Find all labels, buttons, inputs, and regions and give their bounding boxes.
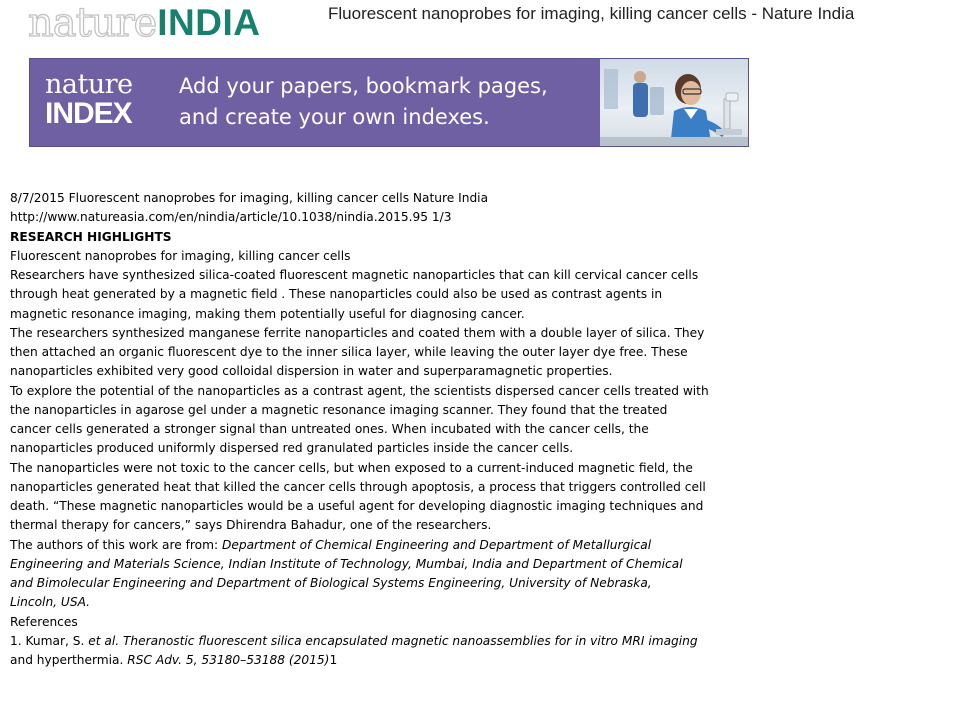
- paragraph-1-line: through heat generated by a magnetic field . These nanoparticles could also be used as contrast agents in: [10, 287, 663, 302]
- paragraph-4-line: thermal therapy for cancers,” says Dhirendra Bahadur, one of the researchers.: [10, 518, 492, 533]
- banner-line-1: Add your papers, bookmark pages,: [179, 74, 548, 98]
- logo-nature-wordmark: nature: [28, 0, 157, 46]
- article-title: Fluorescent nanoprobes for imaging, killing cancer cells: [10, 248, 351, 263]
- authors-affiliation: Department of Chemical Engineering and Department of Metallurgical: [221, 537, 652, 552]
- reference-journal: RSC Adv. 5, 53180–53188 (2015): [127, 653, 330, 667]
- paragraph-4-line: nanoparticles generated heat that killed the cancer cells through apoptosis, a process that triggers controlled cell: [10, 479, 706, 494]
- paragraph-4-line: death. “These magnetic nanoparticles would be a useful agent for developing diagnostic imaging techniques and: [10, 499, 704, 513]
- banner-line-2: and create your own indexes.: [179, 105, 490, 129]
- reference-etal: et al.: [88, 633, 120, 648]
- authors-line: [10, 536, 770, 555]
- reference-title-end: and hyperthermia.: [10, 653, 128, 667]
- paragraph-2-line: nanoparticles exhibited very good colloidal dispersion in water and superparamagnetic properties.: [10, 364, 613, 379]
- nature-index-logo-bottom: INDEX: [45, 97, 132, 130]
- scientist-microscope-photo: [600, 59, 749, 147]
- page-title: Fluorescent nanoprobes for imaging, killing cancer cells - Nature India: [328, 4, 855, 23]
- reference-title: Theranostic fluorescent silica encapsulated magnetic nanoassemblies for in vitro MRI imaging: [119, 633, 698, 648]
- meta-url-line: http://www.natureasia.com/en/nindia/article/10.1038/nindia.2015.95 1/3: [10, 210, 452, 225]
- nature-india-logo[interactable]: [28, 0, 260, 46]
- lab-photo-illustration: [600, 59, 749, 147]
- authors-affiliation-line: Engineering and Materials Science, Indian Institute of Technology, Mumbai, India and Department of Chemical: [10, 556, 683, 571]
- section-label: RESEARCH HIGHLIGHTS: [10, 229, 172, 244]
- article-body: [10, 189, 770, 670]
- nature-index-logo-top: nature: [45, 69, 133, 100]
- references-heading: References: [10, 614, 78, 629]
- reference-1: [10, 632, 770, 651]
- reference-1-continued: [10, 651, 770, 670]
- paragraph-3-line: cancer cells generated a stronger signal than untreated ones. When incubated with the cancer cells, the: [10, 422, 649, 436]
- banner-tagline: [179, 71, 599, 133]
- paragraph-1-line: Researchers have synthesized silica-coated fluorescent magnetic nanoparticles that can kill cervical cancer cells: [10, 268, 699, 282]
- nature-index-logo: [45, 71, 140, 135]
- logo-india-wordmark: INDIA: [157, 2, 261, 43]
- paragraph-3-line: the nanoparticles in agarose gel under a magnetic resonance imaging scanner. They found that the treated: [10, 402, 668, 417]
- paragraph-3-line: nanoparticles produced uniformly dispersed red granulated particles inside the cancer cells.: [10, 441, 574, 456]
- paragraph-2-line: then attached an organic fluorescent dye to the inner silica layer, while leaving the outer layer dye free. These: [10, 345, 688, 359]
- paragraph-3-line: To explore the potential of the nanoparticles as a contrast agent, the scientists dispersed cancer cells treated with: [10, 383, 709, 398]
- nature-index-ad-banner[interactable]: [29, 58, 749, 147]
- page-header: [0, 0, 960, 50]
- authors-affiliation-line: and Bimolecular Engineering and Department of Biological Systems Engineering, University of Nebraska,: [10, 576, 652, 590]
- paragraph-2-line: The researchers synthesized manganese ferrite nanoparticles and coated them with a double layer of silica. They: [10, 325, 705, 340]
- paragraph-1-line: magnetic resonance imaging, making them potentially useful for diagnosing cancer.: [10, 306, 525, 321]
- meta-date-title-line: 8/7/2015 Fluorescent nanoprobes for imaging, killing cancer cells Nature India: [10, 191, 489, 205]
- authors-affiliation-line: Lincoln, USA.: [10, 595, 91, 610]
- reference-link-marker[interactable]: 1: [329, 653, 338, 667]
- paragraph-4-line: The nanoparticles were not toxic to the cancer cells, but when exposed to a current-induced magnetic field, the: [10, 460, 693, 475]
- reference-author: 1. Kumar, S.: [10, 633, 89, 648]
- authors-intro: The authors of this work are from:: [10, 537, 222, 552]
